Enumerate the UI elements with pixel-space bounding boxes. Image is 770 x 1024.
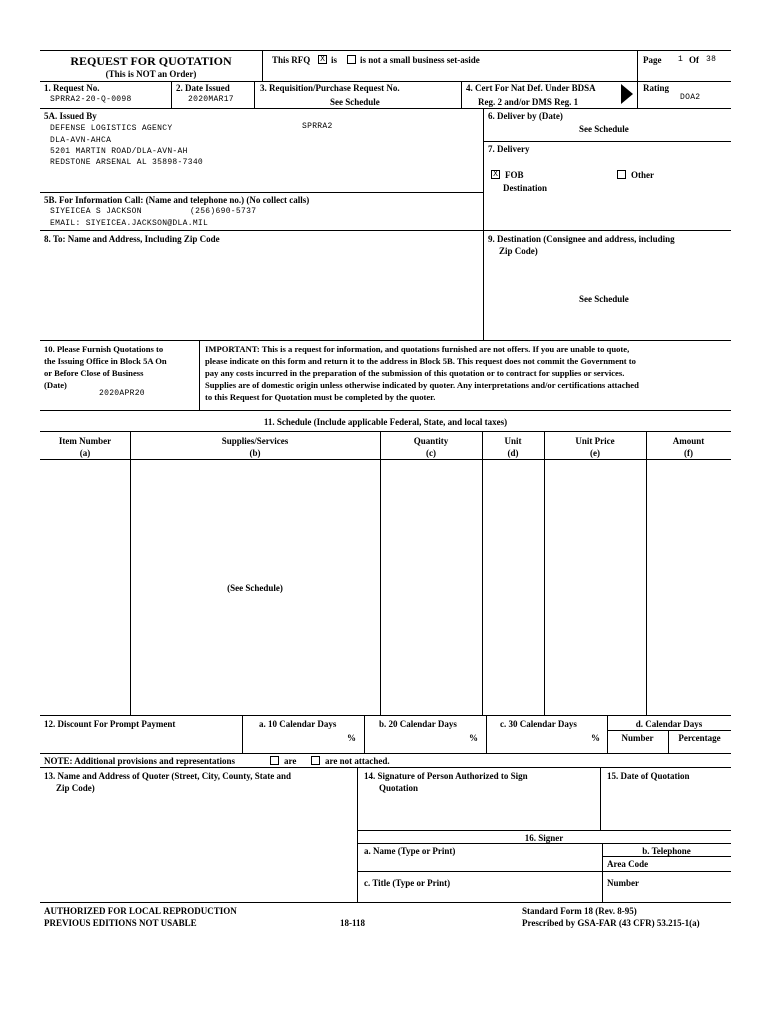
quotation-date-label: 15. Date of Quotation [607, 771, 690, 781]
discount-percentage-label: Percentage [678, 733, 721, 743]
form-subtitle: (This is NOT an Order) [105, 69, 197, 79]
footer-standard-form: Standard Form 18 (Rev. 8-95) [522, 906, 637, 916]
fob-destination-checkbox[interactable]: X [491, 170, 500, 179]
provisions-are-not-label: are not attached. [325, 756, 390, 766]
footer-reproduction: AUTHORIZED FOR LOCAL REPRODUCTION [44, 906, 237, 916]
area-code-label: Area Code [607, 859, 649, 869]
issued-by-line: REDSTONE ARSENAL AL 35898-7340 [50, 158, 204, 167]
date-issued-value: 2020MAR17 [188, 95, 234, 104]
furnish-quotations-line: or Before Close of Business [44, 368, 144, 378]
discount-30-days-label: c. 30 Calendar Days [500, 719, 577, 729]
note-provisions-label: NOTE: Additional provisions and representations [44, 756, 236, 766]
provisions-are-label: are [284, 756, 297, 766]
discount-calendar-days-label: d. Calendar Days [635, 719, 703, 729]
destination-label-line1: 9. Destination (Consignee and address, including [488, 234, 675, 244]
rfq-not-small-business-checkbox[interactable] [347, 55, 356, 64]
signature-label-line2: Quotation [379, 783, 419, 793]
issued-by-label: 5A. Issued By [44, 111, 97, 121]
quoter-address-field[interactable] [41, 796, 355, 900]
important-line: please indicate on this form and return it to the address in Block 5B. This request does not commit the Government to [205, 356, 636, 366]
date-issued-label: 2. Date Issued [176, 83, 230, 93]
info-call-label: 5B. For Information Call: (Name and telephone no.) (No collect calls) [44, 195, 310, 205]
provisions-are-checkbox[interactable] [270, 756, 279, 765]
discount-30-pct: % [591, 733, 600, 743]
important-line: pay any costs incurred in the preparation of the submission of this quotation or to contract for supplies or services. [205, 368, 625, 378]
footer-prescribed-by: Prescribed by GSA-FAR (43 CFR) 53.215-1(a) [522, 918, 700, 928]
form-title: REQUEST FOR QUOTATION [70, 54, 232, 68]
to-address-field[interactable] [41, 246, 481, 338]
quoter-address-label-line2: Zip Code) [56, 783, 95, 793]
fob-label: FOB [505, 170, 524, 180]
requisition-label: 3. Requisition/Purchase Request No. [260, 83, 400, 93]
column-sub-f: (f) [684, 448, 693, 458]
page-number: 1 [678, 55, 684, 64]
column-sub-d: (d) [507, 448, 519, 458]
important-line: Supplies are of domestic origin unless otherwise indicated by quoter. Any interpretations and/or certifications attached [205, 380, 639, 390]
discount-20-pct: % [469, 733, 478, 743]
furnish-quotations-line: the Issuing Office in Block 5A On [44, 356, 167, 366]
issued-by-line: 5201 MARTIN ROAD/DLA-AVN-AH [50, 147, 188, 156]
column-sub-b: (b) [249, 448, 261, 458]
signer-label: 16. Signer [524, 833, 564, 843]
quoter-address-label-line1: 13. Name and Address of Quoter (Street, City, County, State and [44, 771, 292, 781]
rfq-not-label: is not a small business set-aside [360, 55, 480, 65]
column-sub-e: (e) [590, 448, 600, 458]
furnish-quotations-line: (Date) [44, 380, 67, 390]
rating-value: DOA2 [680, 93, 701, 102]
page-label: Page [643, 55, 662, 65]
column-header-amount: Amount [672, 436, 705, 446]
contact-email: EMAIL: SIYEICEA.JACKSON@DLA.MIL [50, 219, 209, 228]
signer-title-label: c. Title (Type or Print) [364, 878, 451, 888]
discount-20-days-label: b. 20 Calendar Days [379, 719, 457, 729]
request-no-value: SPRRA2-20-Q-0098 [50, 95, 132, 104]
discount-number-label: Number [621, 733, 654, 743]
furnish-quotations-line: 10. Please Furnish Quotations to [44, 344, 164, 354]
signer-telephone-label: b. Telephone [642, 846, 691, 856]
rating-label: Rating [643, 83, 670, 93]
cert-label-line1: 4. Cert For Nat Def. Under BDSA [466, 83, 596, 93]
to-address-label: 8. To: Name and Address, Including Zip Code [44, 234, 220, 244]
footer-previous-editions: PREVIOUS EDITIONS NOT USABLE [44, 918, 197, 928]
rfq-is-label: is [331, 55, 338, 65]
signer-name-label: a. Name (Type or Print) [364, 846, 456, 856]
column-sub-c: (c) [426, 448, 436, 458]
column-sub-a: (a) [79, 448, 91, 458]
other-checkbox[interactable] [617, 170, 626, 179]
deliver-by-value: See Schedule [579, 124, 629, 134]
signature-label-line1: 14. Signature of Person Authorized to Sign [364, 771, 528, 781]
phone-number-label: Number [607, 878, 639, 888]
column-header-unit-price: Unit Price [575, 436, 615, 446]
important-line: to this Request for Quotation must be completed by the quoter. [205, 392, 436, 402]
requisition-value: See Schedule [330, 97, 380, 107]
quotation-due-date: 2020APR20 [99, 389, 145, 398]
signature-field[interactable] [358, 796, 599, 829]
provisions-are-not-checkbox[interactable] [311, 756, 320, 765]
rfq-label: This RFQ [272, 55, 311, 65]
other-label: Other [631, 170, 654, 180]
contact-name: SIYEICEA S JACKSON [50, 207, 142, 216]
column-header-unit: Unit [504, 436, 522, 446]
cert-label-line2: Reg. 2 and/or DMS Reg. 1 [478, 97, 579, 107]
destination-value: See Schedule [579, 294, 629, 304]
deliver-by-label: 6. Deliver by (Date) [488, 111, 563, 121]
see-schedule-text: (See Schedule) [227, 583, 283, 593]
delivery-label: 7. Delivery [488, 144, 530, 154]
issued-by-line: DLA-AVN-AHCA [50, 136, 112, 145]
rfq-is-checkbox[interactable]: X [318, 55, 327, 64]
column-header-quantity: Quantity [413, 436, 449, 446]
column-header-supplies: Supplies/Services [221, 436, 289, 446]
column-header-item-number: Item Number [58, 436, 112, 446]
page-total: 38 [706, 55, 717, 64]
request-no-label: 1. Request No. [44, 83, 100, 93]
discount-10-pct: % [347, 733, 356, 743]
destination-label: Destination [503, 183, 548, 193]
discount-label: 12. Discount For Prompt Payment [44, 719, 176, 729]
contact-phone: (256)690-5737 [190, 207, 257, 216]
of-label: Of [689, 55, 699, 65]
footer-form-code: 18-118 [340, 918, 366, 928]
quotation-date-field[interactable] [601, 784, 730, 829]
destination-label-line2: Zip Code) [499, 246, 538, 256]
important-line: IMPORTANT: This is a request for information, and quotations furnished are not offers. If you are unable to quote, [205, 344, 630, 354]
issued-by-line: DEFENSE LOGISTICS AGENCY [50, 124, 173, 133]
arrow-right-icon [621, 84, 633, 104]
discount-10-days-label: a. 10 Calendar Days [259, 719, 337, 729]
schedule-title: 11. Schedule (Include applicable Federal, State, and local taxes) [263, 417, 508, 427]
issued-by-code: SPRRA2 [302, 122, 333, 131]
